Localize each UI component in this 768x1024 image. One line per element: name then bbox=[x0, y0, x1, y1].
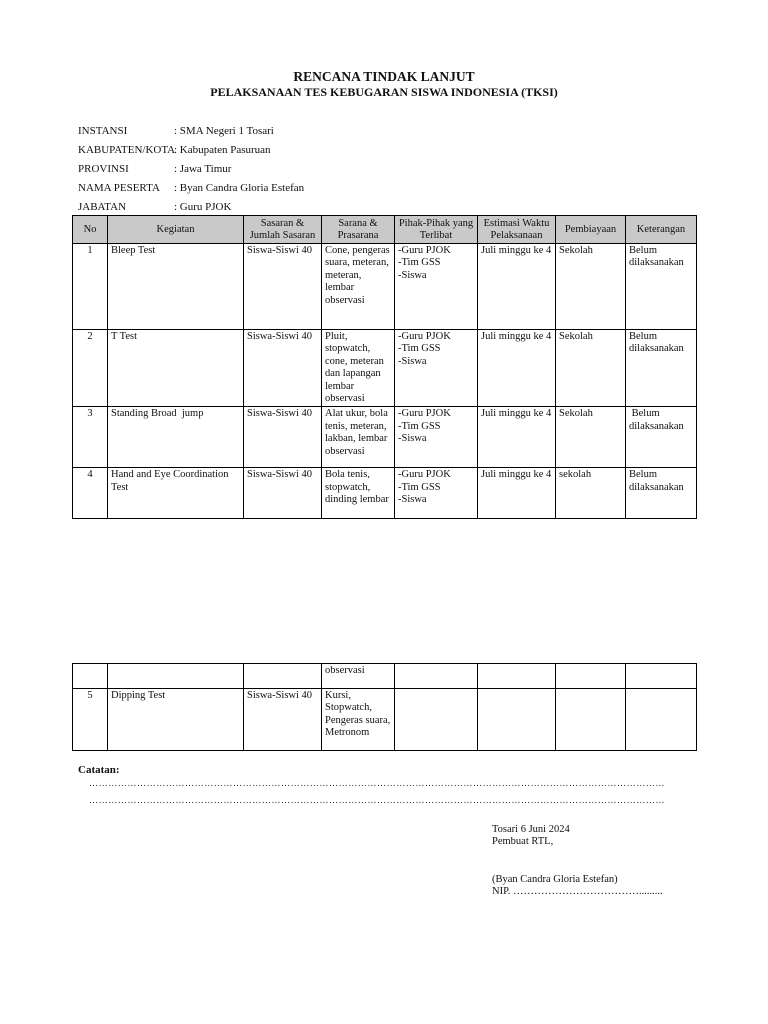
info-value: : SMA Negeri 1 Tosari bbox=[174, 125, 274, 138]
cell-sasaran: Siswa-Siswi 40 bbox=[244, 689, 322, 751]
cell-keterangan: Belum dilaksanakan bbox=[626, 407, 697, 468]
cell-kegiatan: Standing Broad jump bbox=[108, 407, 244, 468]
header-keterangan: Keterangan bbox=[626, 216, 697, 244]
identity-info bbox=[78, 122, 304, 216]
cell-keterangan bbox=[626, 689, 697, 751]
cell-estimasi: Juli minggu ke 4 bbox=[478, 407, 556, 468]
cell-no: 4 bbox=[73, 468, 108, 519]
info-label: KABUPATEN/KOTA bbox=[78, 144, 176, 157]
cell-no: 1 bbox=[73, 244, 108, 330]
cell-pembiayaan bbox=[556, 689, 626, 751]
header-estimasi: Estimasi Waktu Pelaksanaan bbox=[478, 216, 556, 244]
catatan-line-2: ……………………………………………………………………………………………………………………………………………………………… bbox=[89, 795, 665, 805]
catatan-line-1: ……………………………………………………………………………………………………………………………………………………………… bbox=[89, 778, 665, 788]
cell-sarana: Bola tenis, stopwatch, dinding lembar bbox=[322, 468, 395, 519]
cell-estimasi: Juli minggu ke 4 bbox=[478, 468, 556, 519]
info-row-instansi bbox=[78, 122, 304, 141]
catatan-label: Catatan: bbox=[78, 764, 120, 776]
header-sarana: Sarana & Prasarana bbox=[322, 216, 395, 244]
info-label: PROVINSI bbox=[78, 162, 129, 175]
cell-no bbox=[73, 664, 108, 689]
table-header-row bbox=[73, 216, 697, 244]
header-sasaran: Sasaran & Jumlah Sasaran bbox=[244, 216, 322, 244]
cell-kegiatan: Bleep Test bbox=[108, 244, 244, 330]
signature-role: Pembuat RTL, bbox=[492, 836, 554, 847]
signature-nip: NIP. ………………………………......... bbox=[492, 886, 663, 897]
cell-keterangan: Belum dilaksanakan bbox=[626, 244, 697, 330]
cell-sasaran: Siswa-Siswi 40 bbox=[244, 330, 322, 407]
cell-pembiayaan: Sekolah bbox=[556, 407, 626, 468]
info-value: : Byan Candra Gloria Estefan bbox=[174, 181, 305, 194]
info-label: INSTANSI bbox=[78, 125, 128, 138]
cell-kegiatan: Hand and Eye Coordination Test bbox=[108, 468, 244, 519]
cell-sarana: Kursi, Stopwatch, Pengeras suara, Metronom bbox=[322, 689, 395, 751]
cell-pembiayaan: Sekolah bbox=[556, 330, 626, 407]
cell-no: 2 bbox=[73, 330, 108, 407]
signature-name: (Byan Candra Gloria Estefan) bbox=[492, 874, 618, 885]
info-row-jabatan bbox=[78, 197, 304, 216]
info-value: : Guru PJOK bbox=[174, 200, 232, 213]
header-kegiatan: Kegiatan bbox=[108, 216, 244, 244]
cell-keterangan bbox=[626, 664, 697, 689]
cell-estimasi bbox=[478, 689, 556, 751]
cell-sasaran: Siswa-Siswi 40 bbox=[244, 244, 322, 330]
info-row-kabupaten bbox=[78, 141, 304, 160]
cell-kegiatan bbox=[108, 664, 244, 689]
cell-estimasi bbox=[478, 664, 556, 689]
document-subtitle: PELAKSANAAN TES KEBUGARAN SISWA INDONESIA (TKSI) bbox=[210, 85, 558, 99]
info-value: : Kabupaten Pasuruan bbox=[174, 144, 271, 157]
cell-pihak: -Guru PJOK -Tim GSS -Siswa bbox=[395, 244, 478, 330]
header-no: No bbox=[73, 216, 108, 244]
info-row-provinsi bbox=[78, 160, 304, 179]
cell-pihak bbox=[395, 689, 478, 751]
document-title: RENCANA TINDAK LANJUT bbox=[293, 69, 475, 84]
info-label: NAMA PESERTA bbox=[78, 181, 160, 194]
table-row bbox=[73, 244, 697, 330]
action-plan-table bbox=[72, 215, 697, 519]
cell-sarana: Alat ukur, bola tenis, meteran, lakban, lembar observasi bbox=[322, 407, 395, 468]
cell-sarana: Pluit, stopwatch, cone, meteran dan lapangan lembar observasi bbox=[322, 330, 395, 407]
cell-kegiatan: T Test bbox=[108, 330, 244, 407]
cell-keterangan: Belum dilaksanakan bbox=[626, 468, 697, 519]
cell-pembiayaan bbox=[556, 664, 626, 689]
cell-no: 3 bbox=[73, 407, 108, 468]
cell-kegiatan: Dipping Test bbox=[108, 689, 244, 751]
cell-sasaran: Siswa-Siswi 40 bbox=[244, 468, 322, 519]
cell-no: 5 bbox=[73, 689, 108, 751]
info-label: JABATAN bbox=[78, 200, 127, 213]
header-pembiayaan: Pembiayaan bbox=[556, 216, 626, 244]
signature-place-date: Tosari 6 Juni 2024 bbox=[492, 824, 570, 835]
cell-sarana: Cone, pengeras suara, meteran, meteran, lembar observasi bbox=[322, 244, 395, 330]
cell-keterangan: Belum dilaksanakan bbox=[626, 330, 697, 407]
cell-pihak: -Guru PJOK -Tim GSS -Siswa bbox=[395, 330, 478, 407]
action-plan-table-continued bbox=[72, 663, 697, 751]
cell-pembiayaan: Sekolah bbox=[556, 244, 626, 330]
cell-estimasi: Juli minggu ke 4 bbox=[478, 330, 556, 407]
cell-sasaran: Siswa-Siswi 40 bbox=[244, 407, 322, 468]
cell-estimasi: Juli minggu ke 4 bbox=[478, 244, 556, 330]
info-value: : Jawa Timur bbox=[174, 162, 232, 175]
cell-pihak: -Guru PJOK -Tim GSS -Siswa bbox=[395, 468, 478, 519]
cell-pembiayaan: sekolah bbox=[556, 468, 626, 519]
cell-sarana: observasi bbox=[322, 664, 395, 689]
cell-pihak bbox=[395, 664, 478, 689]
table-row bbox=[73, 407, 697, 468]
header-pihak: Pihak-Pihak yang Terlibat bbox=[395, 216, 478, 244]
table-row bbox=[73, 468, 697, 519]
table-row bbox=[73, 664, 697, 689]
info-row-nama-peserta bbox=[78, 178, 304, 197]
cell-pihak: -Guru PJOK -Tim GSS -Siswa bbox=[395, 407, 478, 468]
table-row bbox=[73, 689, 697, 751]
cell-sasaran bbox=[244, 664, 322, 689]
table-row bbox=[73, 330, 697, 407]
